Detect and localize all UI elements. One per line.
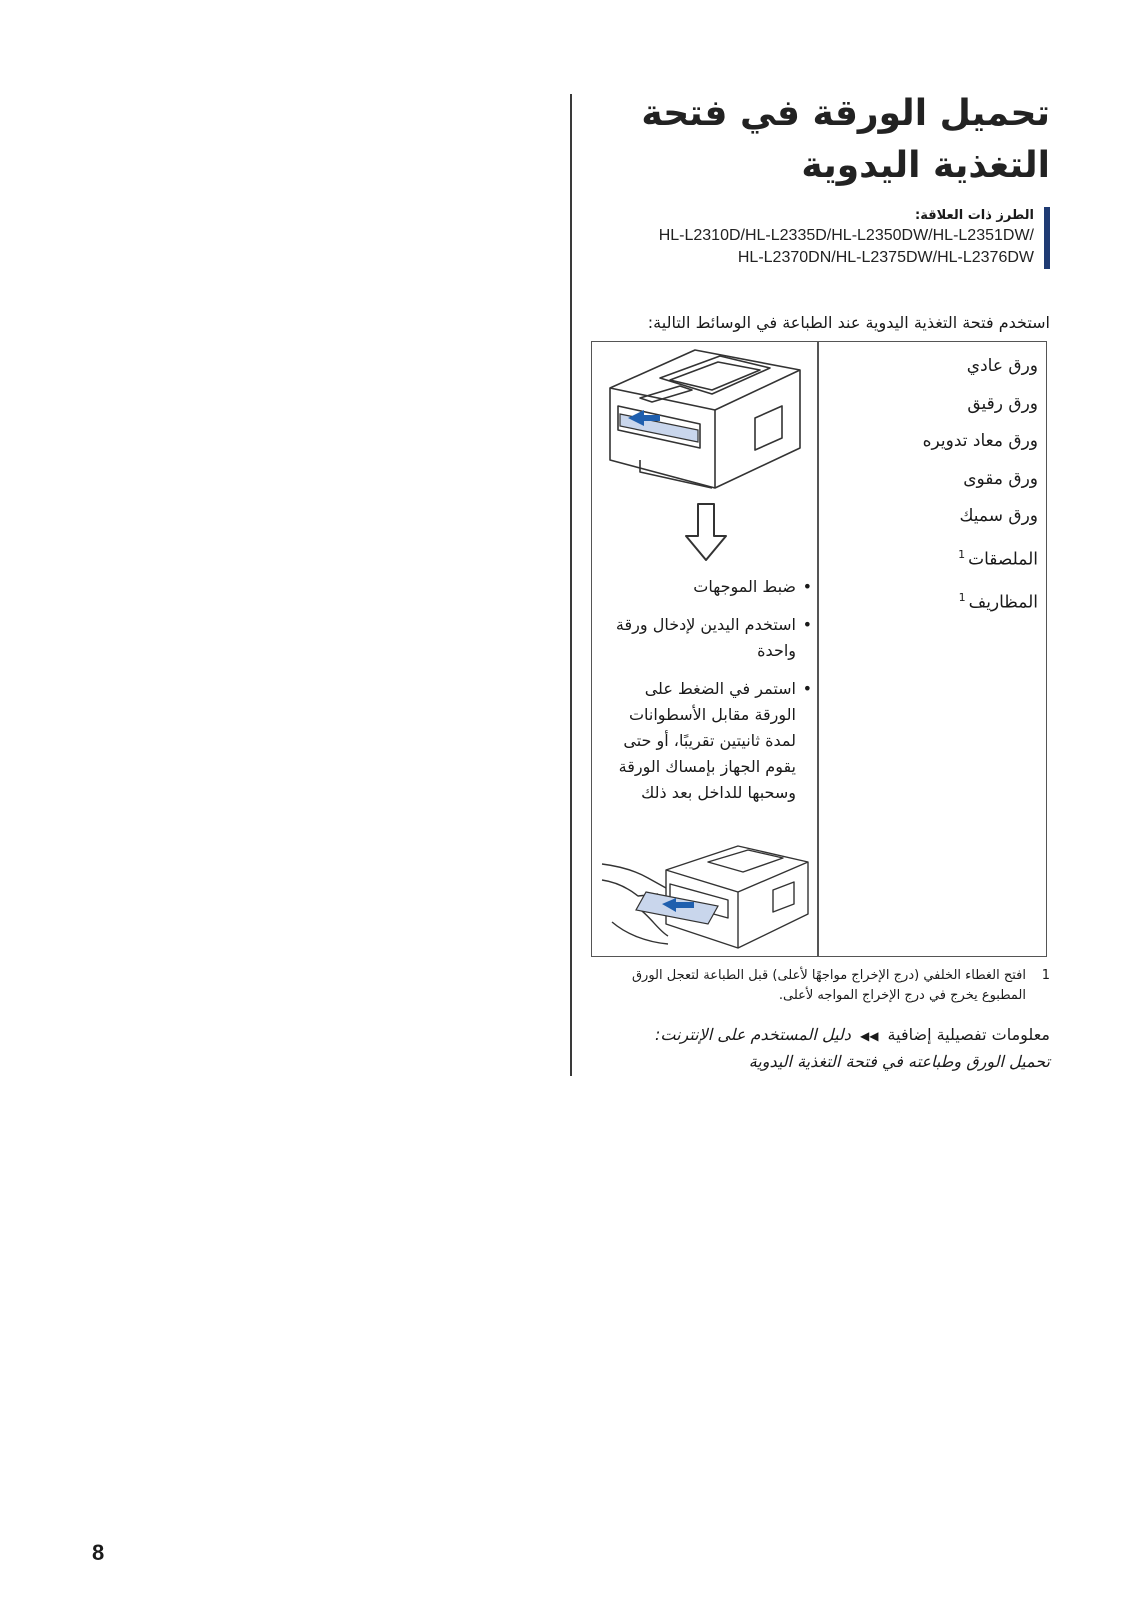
- list-item: ورق سميك: [959, 506, 1038, 526]
- table-divider: [817, 342, 819, 956]
- double-arrow-icon: ◀◀: [859, 1029, 879, 1043]
- online-guide-link[interactable]: دليل المستخدم على الإنترنت:: [654, 1025, 851, 1044]
- footnote-text: افتح الغطاء الخلفي (درج الإخراج مواجهًا لأعلى) قبل الطباعة لتعجل الورق المطبوع يخرج في درج الإخراج المواجه لأعلى.: [631, 968, 1026, 1003]
- media-type-list: [828, 348, 1038, 622]
- list-item: • ضبط الموجهات: [612, 574, 812, 600]
- footnote-number: 1: [1041, 968, 1050, 983]
- list-item: ورق عادي: [966, 356, 1038, 376]
- footnote-ref: 1: [958, 590, 966, 604]
- intro-text: استخدم فتحة التغذية اليدوية عند الطباعة في الوسائط التالية:: [647, 313, 1050, 332]
- related-models: [574, 207, 1034, 269]
- list-item: ورق رقيق: [967, 393, 1038, 414]
- loading-topic-link[interactable]: تحميل الورق وطباعته في فتحة التغذية اليدوية: [748, 1052, 1050, 1071]
- page-title: تحميل الورقة في فتحة التغذية اليدوية: [641, 93, 1050, 186]
- hand-loading-paper-illustration: [598, 844, 816, 954]
- printer-manual-slot-illustration: [600, 348, 810, 496]
- footnote-ref: 1: [958, 547, 966, 561]
- loading-tips-list: [612, 574, 812, 818]
- arrow-down-icon: [684, 502, 728, 562]
- list-item: ورق معاد تدويره: [922, 431, 1038, 451]
- more-info-lead: معلومات تفصيلية إضافية: [887, 1025, 1050, 1044]
- list-item: المظاريف$^1$: [958, 590, 1038, 613]
- models-line-1: HL-L2310D/HL-L2335D/HL-L2350DW/HL-L2351DW/: [658, 227, 1034, 244]
- list-item: • استمر في الضغط على الورقة مقابل الأسطوانات لمدة ثانيتين تقريبًا، أو حتى يقوم الجهاز بإمساك الورقة وسحبها للداخل بعد ذلك: [612, 676, 812, 806]
- related-models-label: الطرز ذات العلاقة:: [915, 208, 1034, 223]
- models-line-2: HL-L2370DN/HL-L2375DW/HL-L2376DW: [737, 249, 1034, 266]
- list-item: ورق مقوى: [963, 468, 1038, 489]
- models-accent-bar: [1044, 207, 1050, 269]
- page-number: 8: [92, 1540, 105, 1565]
- column-divider: [570, 94, 572, 1076]
- more-info: [590, 1022, 1050, 1075]
- media-table: [591, 341, 1047, 957]
- list-item: • استخدم اليدين لإدخال ورقة واحدة: [612, 612, 812, 664]
- list-item: الملصقات$^1$: [958, 547, 1038, 570]
- footnote: [590, 966, 1050, 1006]
